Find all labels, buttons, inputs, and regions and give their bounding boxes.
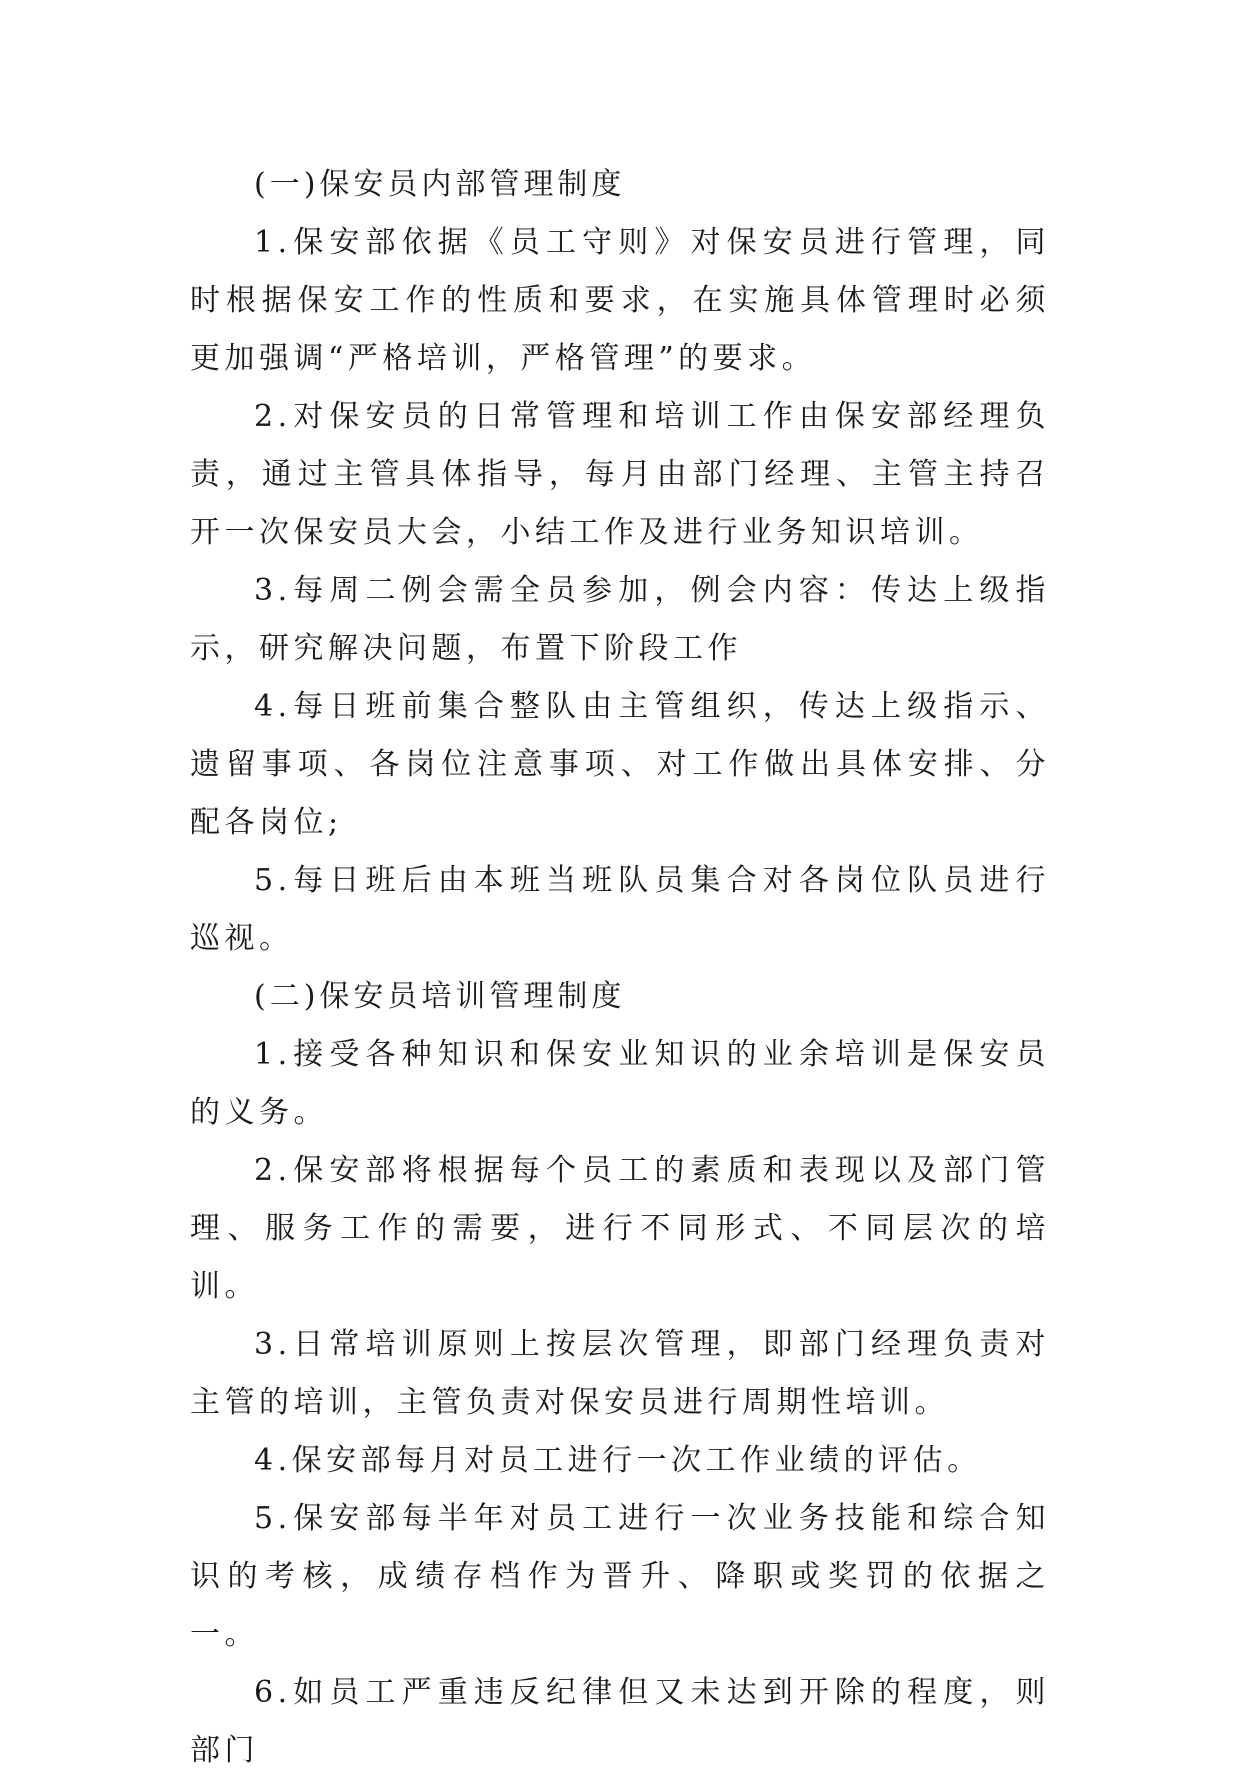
section-heading-internal-management: (一)保安员内部管理制度 (254, 167, 626, 202)
paragraph: 5.保安部每半年对员工进行一次业务技能和综合知识的考核，成绩存档作为晋升、降职或奖罚的依据之一。 (190, 1501, 1050, 1652)
paragraph: 5.每日班后由本班当班队员集合对各岗位队员进行巡视。 (190, 863, 1050, 956)
paragraph: 3.日常培训原则上按层次管理，即部门经理负责对主管的培训，主管负责对保安员进行周期性培训。 (190, 1327, 1050, 1420)
paragraph: 4.保安部每月对员工进行一次工作业绩的评估。 (254, 1443, 982, 1478)
paragraph: 3.每周二例会需全员参加，例会内容：传达上级指示，研究解决问题，布置下阶段工作 (190, 573, 1050, 666)
paragraph: 1.接受各种知识和保安业知识的业余培训是保安员的义务。 (190, 1037, 1050, 1130)
paragraph: 4.每日班前集合整队由主管组织，传达上级指示、遗留事项、各岗位注意事项、对工作做出具体安排、分配各岗位; (190, 689, 1050, 840)
section-heading-training-management: (二)保安员培训管理制度 (254, 979, 626, 1014)
paragraph: 6.如员工严重违反纪律但又未达到开除的程度，则部门 (190, 1675, 1050, 1768)
paragraph: 1.保安部依据《员工守则》对保安员进行管理，同时根据保安工作的性质和要求，在实施具体管理时必须更加强调“严格培训，严格管理”的要求。 (190, 225, 1050, 376)
document-body (190, 156, 1050, 1780)
paragraph: 2.对保安员的日常管理和培训工作由保安部经理负责，通过主管具体指导，每月由部门经理、主管主持召开一次保安员大会，小结工作及进行业务知识培训。 (190, 399, 1050, 550)
paragraph: 2.保安部将根据每个员工的素质和表现以及部门管理、服务工作的需要，进行不同形式、不同层次的培训。 (190, 1153, 1050, 1304)
